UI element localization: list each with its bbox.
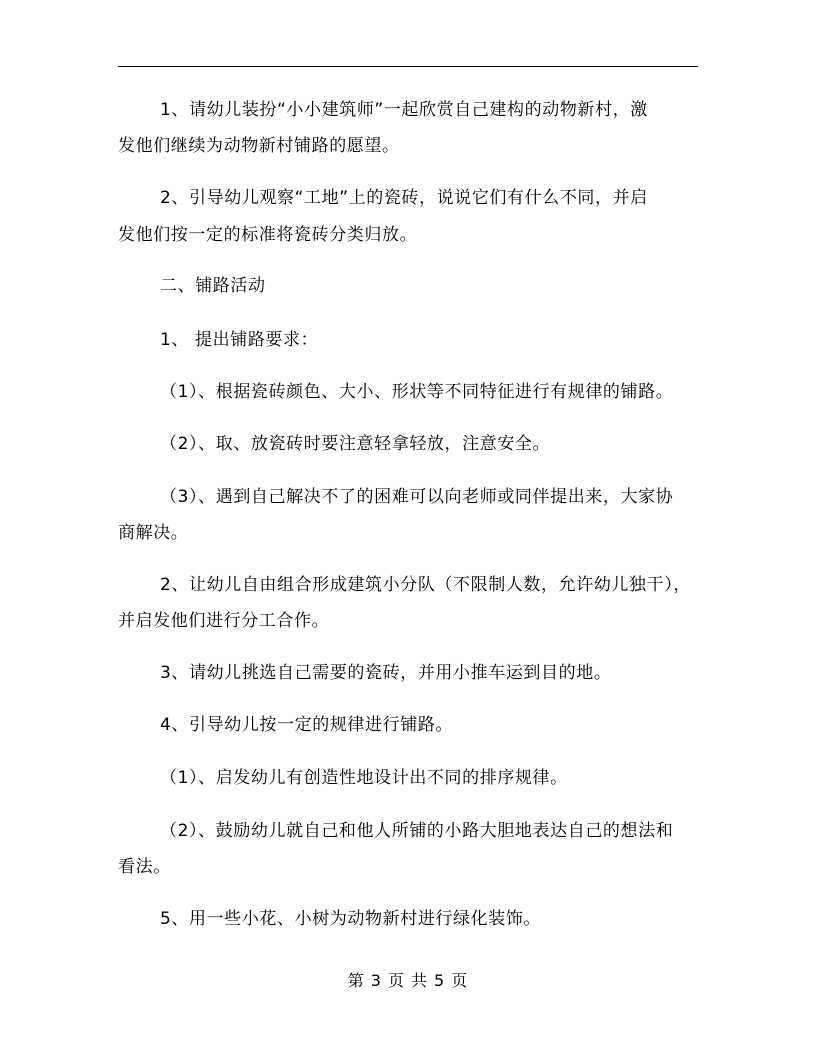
- footer-prefix: 第: [347, 971, 365, 990]
- paragraph-2-line-1: 2、引导幼儿观察“工地”上的瓷砖，说说它们有什么不同，并启: [160, 188, 648, 208]
- step-3: 3、请幼儿挑选自己需要的瓷砖，并用小推车运到目的地。: [160, 663, 612, 683]
- step-4-item-2-line-1: （2）、鼓励幼儿就自己和他人所铺的小路大胆地表达自己的想法和: [160, 821, 674, 841]
- section-heading: 二、铺路活动: [160, 276, 266, 296]
- paragraph-1-line-2: 发他们继续为动物新村铺路的愿望。: [118, 136, 400, 156]
- requirement-3-line-1: （3）、遇到自己解决不了的困难可以向老师或同伴提出来，大家协: [160, 487, 674, 507]
- paragraph-2-line-2: 发他们按一定的标准将瓷砖分类归放。: [118, 225, 418, 245]
- requirement-3-line-2: 商解决。: [118, 523, 189, 543]
- footer-current-page: 3: [370, 971, 382, 990]
- footer-total-pages: 5: [434, 971, 446, 990]
- step-4-item-2-line-2: 看法。: [118, 857, 171, 877]
- requirement-1: （1）、根据瓷砖颜色、大小、形状等不同特征进行有规律的铺路。: [160, 382, 674, 402]
- footer-total-word: 共: [411, 971, 429, 990]
- step-4: 4、引导幼儿按一定的规律进行铺路。: [160, 715, 454, 735]
- step-5: 5、用一些小花、小树为动物新村进行绿化装饰。: [160, 909, 542, 929]
- step-4-item-1: （1）、启发幼儿有创造性地设计出不同的排序规律。: [160, 768, 568, 788]
- page-footer: [0, 970, 816, 992]
- footer-suffix: 页: [451, 971, 469, 990]
- header-rule: [118, 66, 698, 67]
- paragraph-1-line-1: 1、请幼儿装扮“小小建筑师”一起欣赏自己建构的动物新村，激: [160, 100, 648, 120]
- requirement-2: （2）、取、放瓷砖时要注意轻拿轻放，注意安全。: [160, 434, 551, 454]
- step-2-line-2: 并启发他们进行分工合作。: [118, 611, 330, 631]
- footer-page-word: 页: [387, 971, 405, 990]
- step-1-heading: 1、 提出铺路要求：: [160, 330, 319, 350]
- step-2-line-1: 2、让幼儿自由组合形成建筑小分队（不限制人数，允许幼儿独干），: [160, 575, 691, 595]
